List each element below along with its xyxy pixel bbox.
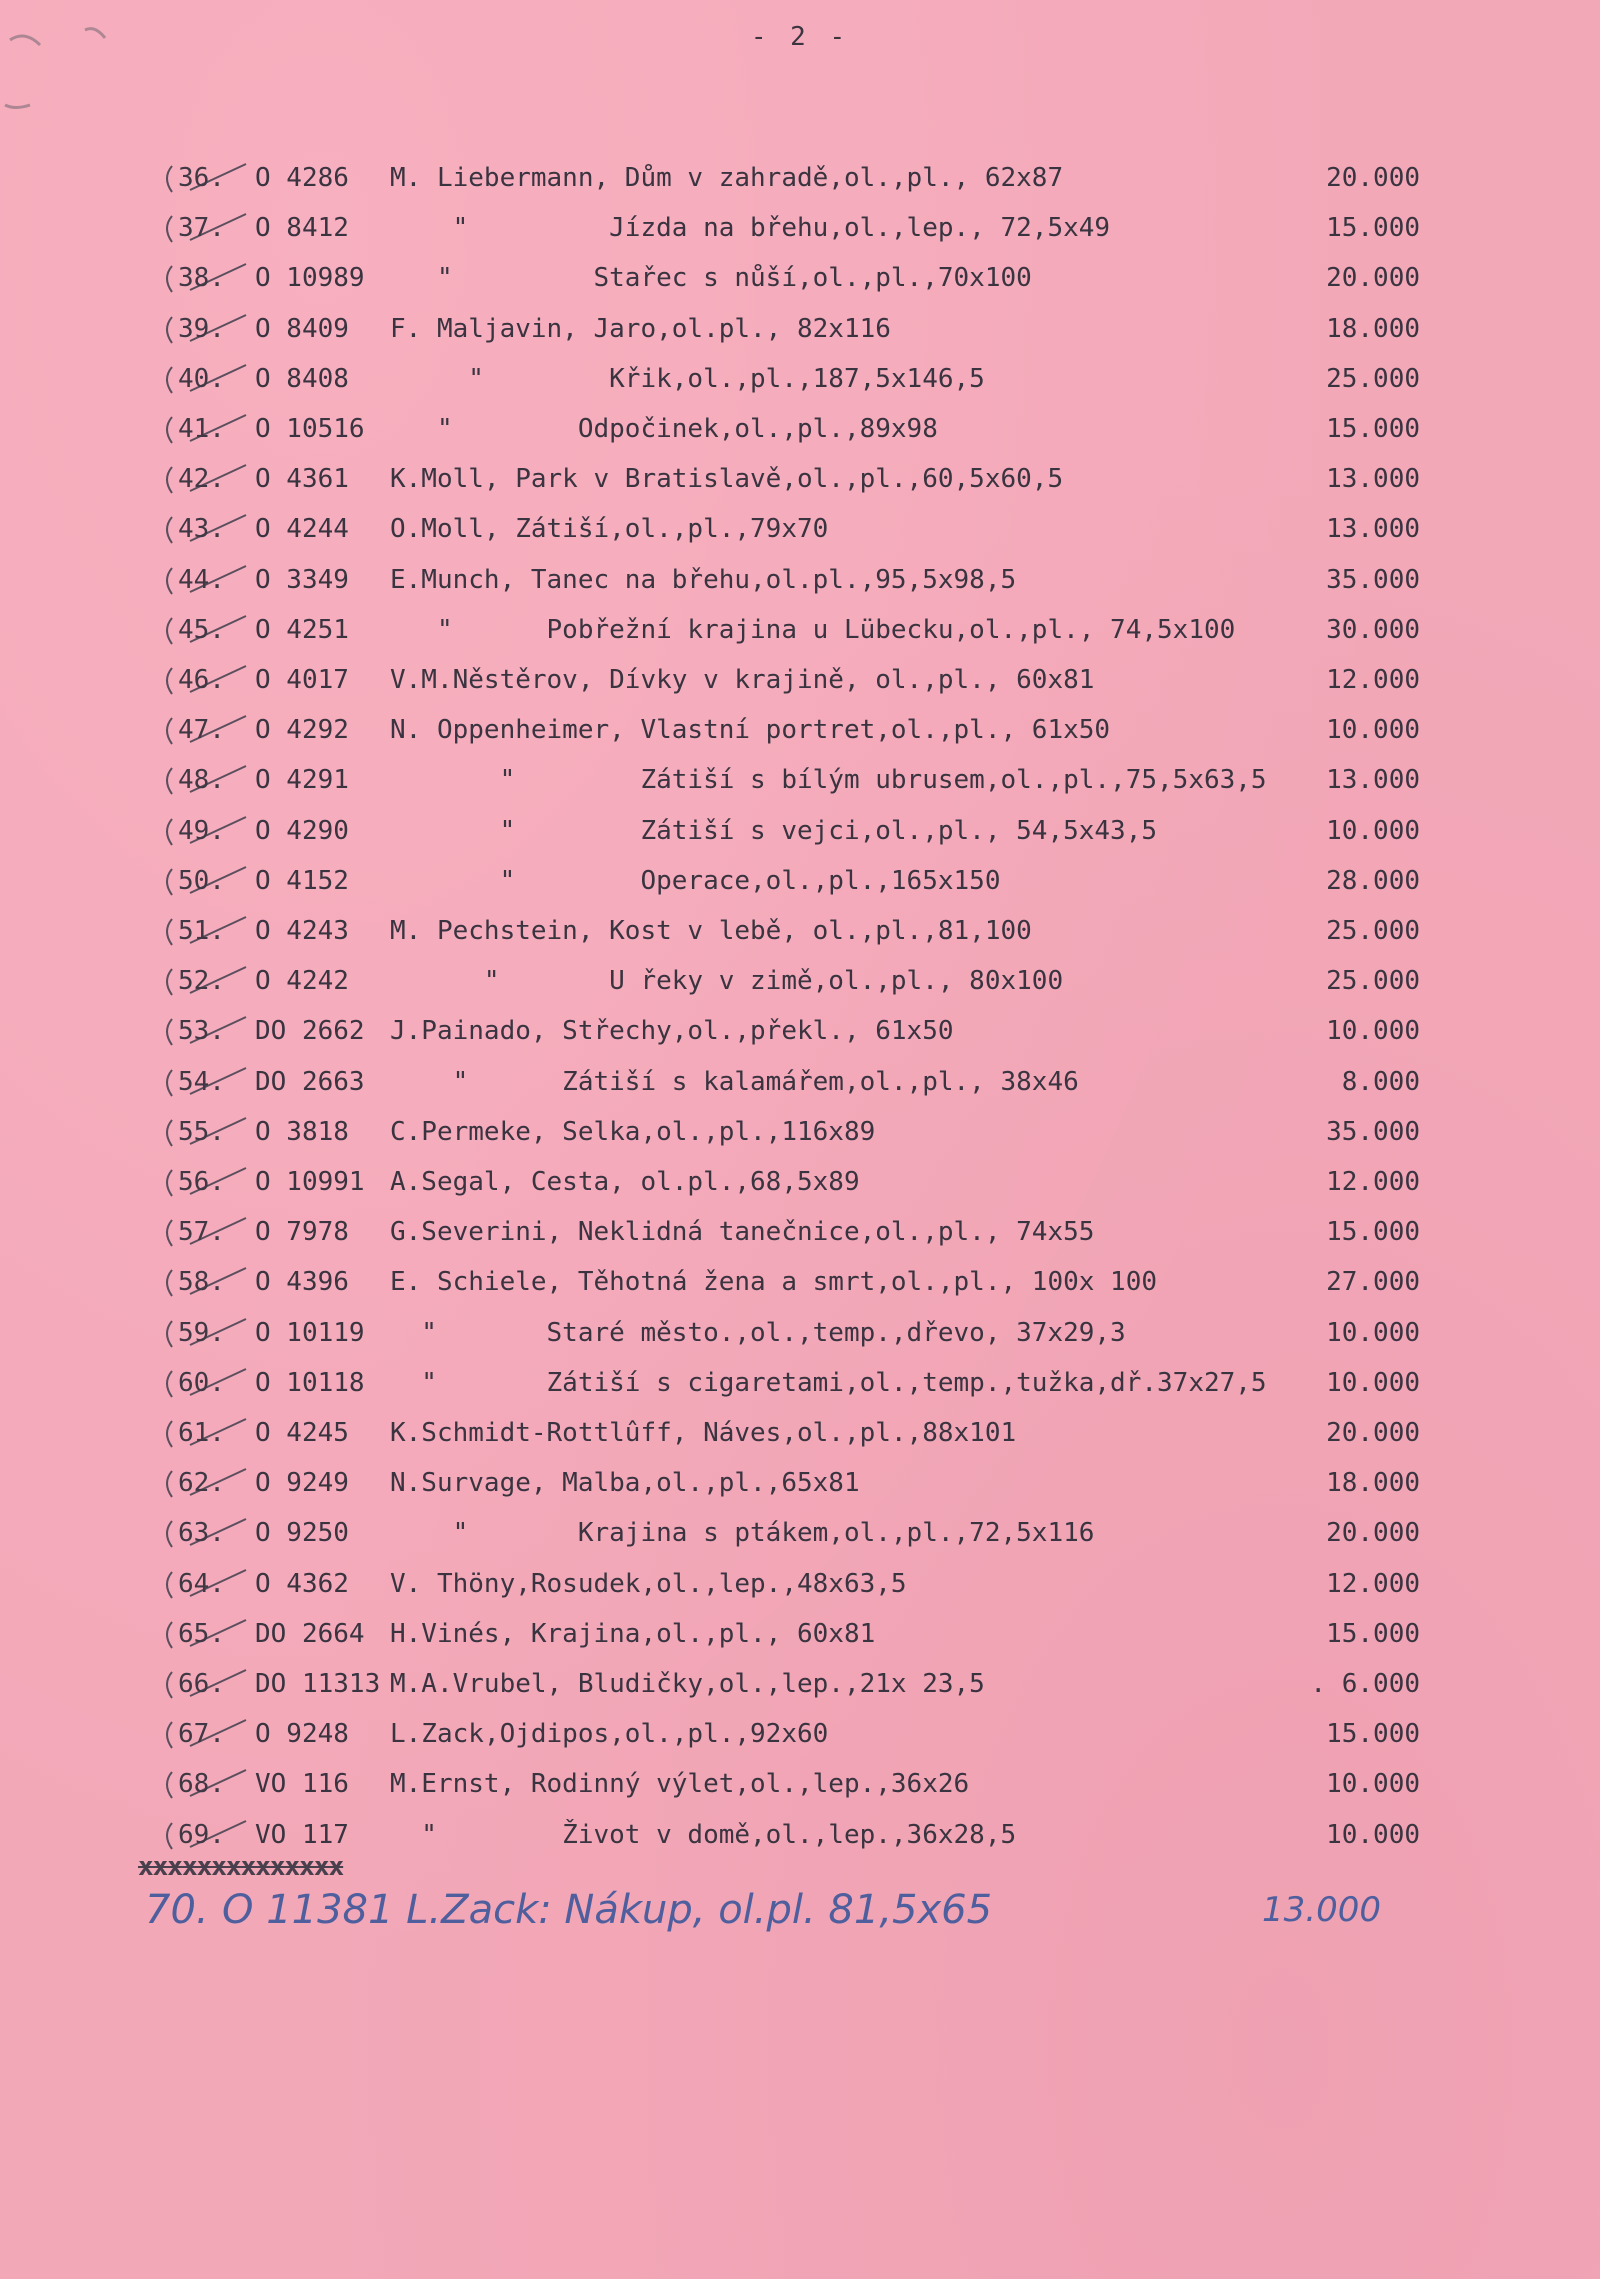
item-description: L.Zack,Ojdipos,ol.,pl.,92x60 — [390, 1719, 829, 1750]
list-item — [150, 509, 1420, 549]
item-price: 13.000 — [1326, 765, 1420, 796]
item-price: 15.000 — [1326, 1719, 1420, 1750]
list-item — [150, 1664, 1420, 1704]
list-item — [150, 1764, 1420, 1804]
item-description: C.Permeke, Selka,ol.,pl.,116x89 — [390, 1116, 876, 1147]
item-description: A.Segal, Cesta, ol.pl.,68,5x89 — [390, 1167, 860, 1197]
item-number: 59. — [178, 1317, 225, 1348]
list-item — [150, 1112, 1420, 1152]
item-number: 56. — [178, 1167, 225, 1197]
item-price: 27.000 — [1326, 1267, 1420, 1298]
inventory-code: O 8409 — [255, 313, 349, 344]
item-price: 15.000 — [1326, 414, 1420, 444]
item-description: E. Schiele, Těhotná žena a smrt,ol.,pl., 100x 100 — [390, 1267, 1158, 1298]
list-item — [150, 1162, 1420, 1202]
list-item — [150, 459, 1420, 499]
item-description: " Zátiší s bílým ubrusem,ol.,pl.,75,5x63,5 — [390, 765, 1267, 796]
list-item — [150, 710, 1420, 750]
item-price: 15.000 — [1326, 213, 1420, 244]
corner-smudge-icon — [0, 10, 130, 130]
item-description: M.A.Vrubel, Bludičky,ol.,lep.,21x 23,5 — [390, 1669, 985, 1699]
list-item — [150, 1463, 1420, 1503]
list-item — [150, 911, 1420, 951]
inventory-code: DO 2664 — [255, 1618, 365, 1649]
inventory-code: O 4361 — [255, 464, 349, 495]
item-number: 58. — [178, 1267, 225, 1298]
list-item — [150, 1262, 1420, 1302]
list-item — [150, 1815, 1420, 1855]
item-description: N.Survage, Malba,ol.,pl.,65x81 — [390, 1468, 860, 1499]
item-description: " Život v domě,ol.,lep.,36x28,5 — [390, 1819, 1017, 1850]
inventory-code: O 7978 — [255, 1217, 349, 1248]
item-price: 25.000 — [1326, 916, 1420, 946]
item-description: " Jízda na břehu,ol.,lep., 72,5x49 — [390, 213, 1111, 244]
item-price: 10.000 — [1326, 1819, 1420, 1850]
item-number: 46. — [178, 665, 225, 695]
item-number: 61. — [178, 1418, 225, 1448]
item-number: 57. — [178, 1217, 225, 1248]
item-number: 40. — [178, 363, 225, 394]
inventory-code: DO 2663 — [255, 1066, 365, 1097]
list-item — [150, 208, 1420, 248]
list-item — [150, 409, 1420, 449]
item-description: N. Oppenheimer, Vlastní portret,ol.,pl., 61x50 — [390, 715, 1111, 746]
item-number: 38. — [178, 263, 225, 294]
item-price: 10.000 — [1326, 1367, 1420, 1398]
item-number: 44. — [178, 564, 225, 595]
list-item — [150, 760, 1420, 800]
item-description: F. Maljavin, Jaro,ol.pl., 82x116 — [390, 313, 891, 344]
item-price: 35.000 — [1326, 1116, 1420, 1147]
item-price: 10.000 — [1326, 1769, 1420, 1800]
inventory-code: O 4291 — [255, 765, 349, 796]
inventory-code: O 3349 — [255, 564, 349, 595]
list-item — [150, 309, 1420, 349]
inventory-code: O 10118 — [255, 1367, 365, 1398]
inventory-code: VO 117 — [255, 1819, 349, 1850]
item-description: V.M.Něstěrov, Dívky v krajině, ol.,pl., 60x81 — [390, 665, 1095, 695]
list-item — [150, 560, 1420, 600]
item-description: H.Vinés, Krajina,ol.,pl., 60x81 — [390, 1618, 876, 1649]
item-description: " Zátiší s cigaretami,ol.,temp.,tužka,dř.37x27,5 — [390, 1367, 1267, 1398]
inventory-code: O 4244 — [255, 514, 349, 545]
list-item — [150, 359, 1420, 399]
item-description: " Stařec s nůší,ol.,pl.,70x100 — [390, 263, 1032, 294]
inventory-code: O 4243 — [255, 916, 349, 946]
item-price: 20.000 — [1326, 1518, 1420, 1549]
inventory-code: O 4292 — [255, 715, 349, 746]
item-price: 25.000 — [1326, 966, 1420, 997]
list-item — [150, 961, 1420, 1001]
item-description: V. Thöny,Rosudek,ol.,lep.,48x63,5 — [390, 1568, 907, 1599]
item-description: " Odpočinek,ol.,pl.,89x98 — [390, 414, 938, 444]
item-number: 67. — [178, 1719, 225, 1750]
item-description: M. Liebermann, Dům v zahradě,ol.,pl., 62x87 — [390, 163, 1064, 193]
item-number: 45. — [178, 614, 225, 645]
item-number: 53. — [178, 1016, 225, 1047]
item-number: 36. — [178, 163, 225, 193]
item-price: 15.000 — [1326, 1618, 1420, 1649]
inventory-code: O 10989 — [255, 263, 365, 294]
item-price: . 6.000 — [1310, 1669, 1420, 1699]
list-item — [150, 1714, 1420, 1754]
inventory-code: O 9250 — [255, 1518, 349, 1549]
inventory-code: O 4396 — [255, 1267, 349, 1298]
item-number: 50. — [178, 865, 225, 896]
item-number: 42. — [178, 464, 225, 495]
item-description: M.Ernst, Rodinný výlet,ol.,lep.,36x26 — [390, 1769, 970, 1800]
item-price: 18.000 — [1326, 313, 1420, 344]
list-item — [150, 610, 1420, 650]
item-price: 35.000 — [1326, 564, 1420, 595]
item-number: 52. — [178, 966, 225, 997]
inventory-code: O 4290 — [255, 815, 349, 846]
inventory-code: O 4152 — [255, 865, 349, 896]
item-price: 12.000 — [1326, 1167, 1420, 1197]
page-number: - 2 - — [750, 22, 850, 52]
list-item — [150, 1564, 1420, 1604]
inventory-code: O 8412 — [255, 213, 349, 244]
item-number: 66. — [178, 1669, 225, 1699]
item-number: 43. — [178, 514, 225, 545]
item-number: 48. — [178, 765, 225, 796]
item-number: 69. — [178, 1819, 225, 1850]
item-number: 37. — [178, 213, 225, 244]
item-price: 12.000 — [1326, 1568, 1420, 1599]
inventory-code: O 4242 — [255, 966, 349, 997]
handwritten-entry-description: O 11381 L.Zack: Nákup, ol.pl. 81,5x65 — [222, 1887, 993, 1933]
item-price: 13.000 — [1326, 514, 1420, 545]
struck-out-line: xxxxxxxxxxxxxx — [138, 1852, 344, 1882]
inventory-code: O 4362 — [255, 1568, 349, 1599]
handwritten-entry-number: 70. — [145, 1887, 209, 1933]
item-price: 12.000 — [1326, 665, 1420, 695]
item-price: 8.000 — [1341, 1066, 1420, 1097]
item-description: J.Painado, Střechy,ol.,překl., 61x50 — [390, 1016, 954, 1047]
item-description: " Křik,ol.,pl.,187,5x146,5 — [390, 363, 985, 394]
item-description: " Pobřežní krajina u Lübecku,ol.,pl., 74,5x100 — [390, 614, 1236, 645]
item-description: " Operace,ol.,pl.,165x150 — [390, 865, 1001, 896]
item-number: 65. — [178, 1618, 225, 1649]
item-description: O.Moll, Zátiší,ol.,pl.,79x70 — [390, 514, 829, 545]
item-description: M. Pechstein, Kost v lebě, ol.,pl.,81,100 — [390, 916, 1032, 946]
item-price: 25.000 — [1326, 363, 1420, 394]
list-item — [150, 1212, 1420, 1252]
inventory-code: DO 2662 — [255, 1016, 365, 1047]
item-description: K.Schmidt-Rottlûff, Náves,ol.,pl.,88x101 — [390, 1418, 1017, 1448]
item-price: 20.000 — [1326, 163, 1420, 193]
list-item — [150, 1313, 1420, 1353]
inventory-code: O 3818 — [255, 1116, 349, 1147]
item-number: 47. — [178, 715, 225, 746]
item-number: 64. — [178, 1568, 225, 1599]
item-price: 28.000 — [1326, 865, 1420, 896]
item-description: " Zátiší s kalamářem,ol.,pl., 38x46 — [390, 1066, 1079, 1097]
item-number: 68. — [178, 1769, 225, 1800]
list-item — [150, 258, 1420, 298]
item-number: 60. — [178, 1367, 225, 1398]
inventory-code: DO 11313 — [255, 1669, 381, 1699]
list-item — [150, 861, 1420, 901]
list-item — [150, 660, 1420, 700]
inventory-code: O 10991 — [255, 1167, 365, 1197]
item-price: 10.000 — [1326, 1016, 1420, 1047]
item-price: 15.000 — [1326, 1217, 1420, 1248]
list-item — [150, 1011, 1420, 1051]
item-number: 62. — [178, 1468, 225, 1499]
list-item — [150, 1513, 1420, 1553]
list-item — [150, 1363, 1420, 1403]
inventory-code: O 9249 — [255, 1468, 349, 1499]
list-item — [150, 1614, 1420, 1654]
handwritten-entry-price: 13.000 — [1262, 1890, 1381, 1930]
item-description: K.Moll, Park v Bratislavě,ol.,pl.,60,5x60,5 — [390, 464, 1064, 495]
item-number: 49. — [178, 815, 225, 846]
item-price: 30.000 — [1326, 614, 1420, 645]
item-description: " U řeky v zimě,ol.,pl., 80x100 — [390, 966, 1064, 997]
item-description: " Staré město.,ol.,temp.,dřevo, 37x29,3 — [390, 1317, 1126, 1348]
item-number: 63. — [178, 1518, 225, 1549]
item-number: 55. — [178, 1116, 225, 1147]
inventory-code: O 10119 — [255, 1317, 365, 1348]
item-description: G.Severini, Neklidná tanečnice,ol.,pl., 74x55 — [390, 1217, 1095, 1248]
item-price: 18.000 — [1326, 1468, 1420, 1499]
inventory-code: O 8408 — [255, 363, 349, 394]
item-number: 39. — [178, 313, 225, 344]
list-item — [150, 1413, 1420, 1453]
item-number: 54. — [178, 1066, 225, 1097]
item-price: 20.000 — [1326, 1418, 1420, 1448]
item-price: 13.000 — [1326, 464, 1420, 495]
item-price: 10.000 — [1326, 715, 1420, 746]
inventory-code: VO 116 — [255, 1769, 349, 1800]
item-number: 51. — [178, 916, 225, 946]
item-description: " Krajina s ptákem,ol.,pl.,72,5x116 — [390, 1518, 1095, 1549]
list-item — [150, 1062, 1420, 1102]
list-item — [150, 158, 1420, 198]
list-item — [150, 811, 1420, 851]
inventory-code: O 4251 — [255, 614, 349, 645]
item-number: 41. — [178, 414, 225, 444]
inventory-code: O 10516 — [255, 414, 365, 444]
item-description: E.Munch, Tanec na břehu,ol.pl.,95,5x98,5 — [390, 564, 1017, 595]
inventory-code: O 4017 — [255, 665, 349, 695]
inventory-code: O 4245 — [255, 1418, 349, 1448]
inventory-code: O 9248 — [255, 1719, 349, 1750]
item-price: 10.000 — [1326, 1317, 1420, 1348]
inventory-code: O 4286 — [255, 163, 349, 193]
item-price: 20.000 — [1326, 263, 1420, 294]
item-description: " Zátiší s vejci,ol.,pl., 54,5x43,5 — [390, 815, 1158, 846]
item-price: 10.000 — [1326, 815, 1420, 846]
